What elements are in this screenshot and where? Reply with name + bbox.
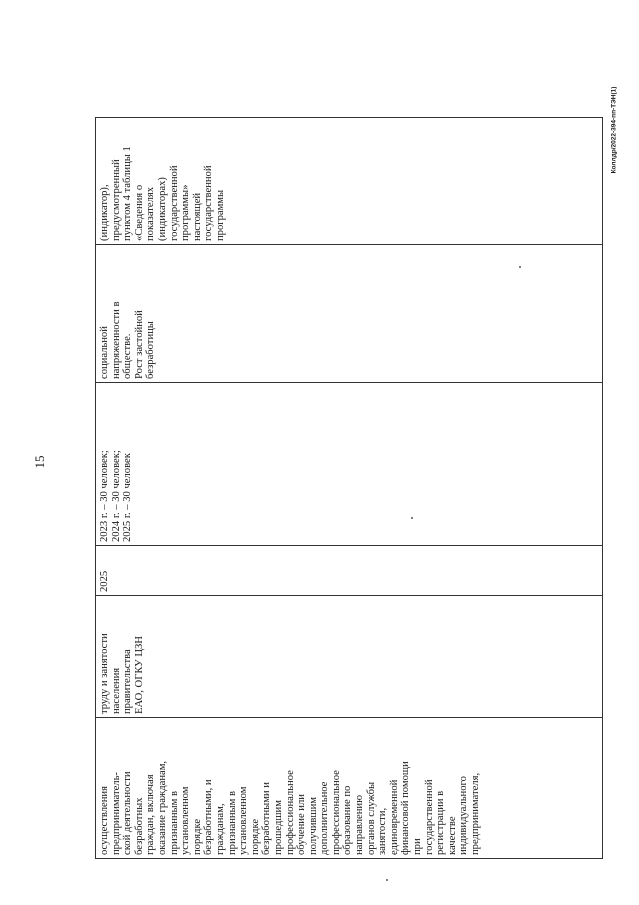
cell-line: при (412, 838, 424, 855)
cell-line: 2025 (99, 570, 110, 592)
cell-description-text (99, 720, 482, 855)
cell-line: единовременной (388, 779, 400, 855)
cell-line: безработными и (261, 782, 273, 855)
page-number: 15 (32, 455, 47, 469)
cell-line: получившим (307, 797, 319, 855)
cell-deadline-text (99, 548, 111, 592)
cell-line: «Сведения о (133, 184, 145, 241)
cell-line: 2024 г. – 30 человек; (110, 450, 122, 542)
cell-description (95, 718, 603, 859)
cell-line: занятости, (377, 807, 389, 855)
cell-line: установленном (180, 786, 192, 855)
cell-line: гражданам, (214, 803, 226, 855)
cell-line: населения (110, 667, 122, 714)
cell-deadline (95, 546, 603, 596)
cell-line: признанным в (168, 790, 180, 855)
cell-line: предприниматель- (110, 772, 122, 855)
cell-line: показателях (145, 186, 157, 241)
document-registration-code: Коллдр/2022-394-пп-ТЭН(1) (610, 86, 618, 174)
cell-expected-result (95, 383, 603, 546)
cell-line: безработных (133, 797, 145, 855)
cell-line: безработными, и (203, 779, 215, 855)
cell-line: порядке (249, 818, 261, 855)
cell-line: программы» (180, 184, 192, 241)
cell-line: ЕАО, ОГКУ ЦЗН (133, 636, 145, 714)
cell-expected-result-text (99, 385, 134, 542)
cell-responsible-text (99, 598, 145, 714)
cell-line: обучение или (296, 794, 308, 855)
cell-line: профессиональное (330, 770, 342, 855)
cell-line: обществе. (122, 333, 134, 379)
cell-line: напряженности в (110, 301, 122, 379)
cell-line: (индикатор), (99, 184, 110, 241)
cell-line: ской деятельности (122, 771, 134, 855)
cell-line: 2023 г. – 30 человек; (99, 450, 110, 542)
cell-line: программы (214, 189, 226, 241)
cell-line: образование по (342, 785, 354, 855)
scan-speck (386, 879, 388, 881)
cell-line: осуществления (99, 786, 110, 855)
cell-indicator-link-text (99, 119, 227, 241)
scan-speck (411, 517, 413, 519)
cell-line: правительства (122, 649, 134, 714)
cell-line: индивидуального (458, 776, 470, 855)
cell-line: финансовой помощи (400, 761, 412, 855)
cell-line: безработицы (145, 321, 157, 379)
cell-line: прошедшим (272, 800, 284, 855)
cell-consequences (95, 245, 603, 383)
cell-line: регистрации в (435, 790, 447, 855)
cell-line: настоящей (191, 192, 203, 241)
scan-speck (519, 266, 521, 268)
cell-line: порядке (191, 818, 203, 855)
cell-consequences-text (99, 247, 157, 379)
cell-line: профессиональное (284, 770, 296, 855)
cell-line: граждан, включая (145, 774, 157, 855)
cell-line: предусмотренный (110, 159, 122, 241)
cell-line: качестве (446, 816, 458, 855)
cell-line: (индикаторах) (156, 177, 168, 241)
table-container (95, 117, 603, 859)
cell-line: признанным в (226, 790, 238, 855)
cell-line: государственной (423, 779, 435, 855)
cell-line: оказание гражданам, (156, 760, 168, 855)
cell-line: государственной (203, 165, 215, 241)
cell-line: дополнительное (319, 781, 331, 855)
cell-indicator-link (95, 117, 603, 245)
cell-line: государственной (168, 165, 180, 241)
rotated-table (95, 117, 603, 859)
cell-line: 2025 г. – 30 человек (122, 453, 134, 542)
cell-line: направлению (354, 794, 366, 855)
cell-line: установленном (238, 786, 250, 855)
cell-line: предпринимателя, (470, 772, 481, 855)
cell-line: пунктом 4 таблицы 1 (122, 146, 134, 241)
cell-line: органов службы (365, 781, 377, 855)
cell-line: Рост застойной (133, 310, 145, 379)
cell-line: труду и занятости (99, 633, 110, 714)
cell-line: социальной (99, 326, 110, 379)
cell-responsible (95, 596, 603, 718)
